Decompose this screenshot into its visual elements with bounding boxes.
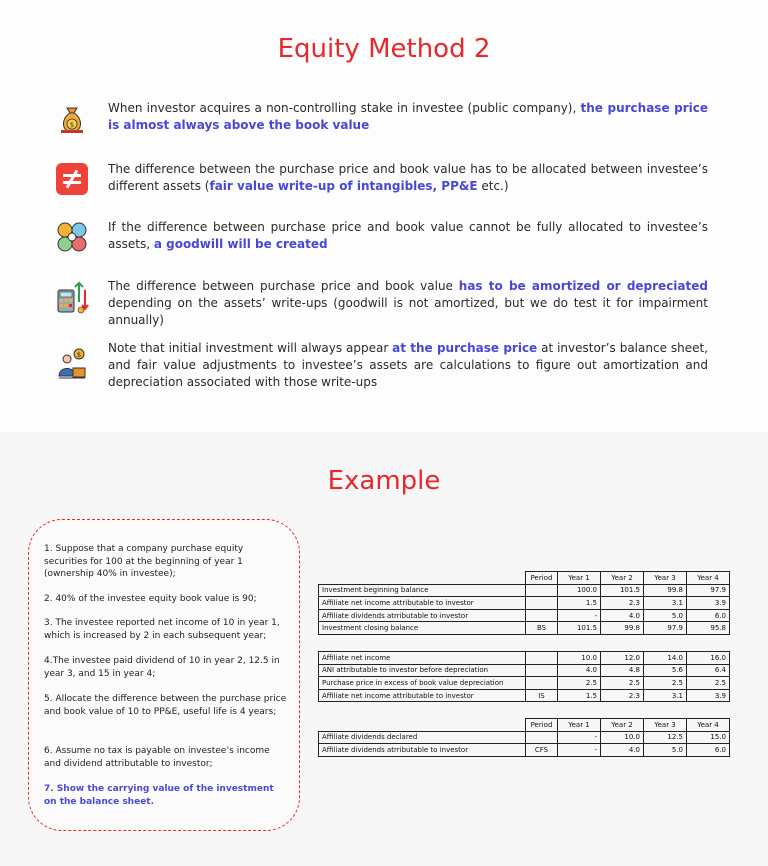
column-header: Year 2: [601, 719, 644, 732]
column-header: Period: [526, 719, 558, 732]
assumption-step: 5. Allocate the difference between the purchase price and book value of 10 to PP&E, useful life is 4 years;: [44, 694, 287, 717]
row-period: [526, 731, 558, 744]
table-row: [319, 677, 730, 690]
row-period: [526, 677, 558, 690]
cell-value: 14.0: [644, 652, 687, 665]
row-period: [526, 609, 558, 622]
point-text: When investor acquires a non-controlling stake in investee (public company),: [108, 101, 581, 115]
point-initial-investment: [108, 340, 708, 391]
cell-value: 5.0: [644, 744, 687, 757]
row-period: IS: [526, 689, 558, 702]
cell-value: 99.8: [644, 584, 687, 597]
cell-value: 2.5: [687, 677, 730, 690]
table-row: [319, 731, 730, 744]
assets-network-icon: [55, 220, 89, 254]
cell-value: 4.0: [601, 609, 644, 622]
cell-value: 101.5: [601, 584, 644, 597]
cell-value: 12.5: [644, 731, 687, 744]
table-row: [319, 609, 730, 622]
point-highlight: the purchase price is almost always above the book value: [108, 101, 709, 132]
point-text: depending on the assets’ write-ups (goodwill is not amortized, but we do test it for impairment annually): [108, 296, 708, 327]
assumption-step: 1. Suppose that a company purchase equity securities for 100 at the beginning of year 1 (ownership 40% in investee);: [44, 544, 244, 579]
row-period: CFS: [526, 744, 558, 757]
row-period: [526, 584, 558, 597]
column-header: Year 2: [601, 572, 644, 585]
cell-value: 6.4: [687, 664, 730, 677]
cell-value: 1.5: [558, 689, 601, 702]
page-title: Equity Method 2: [277, 34, 491, 64]
assumption-step-question: 7. Show the carrying value of the investment on the balance sheet.: [44, 784, 274, 807]
money-bag-icon: [55, 102, 89, 136]
svg-text:$: $: [76, 351, 82, 359]
net-income-table: [318, 651, 730, 702]
point-text: at investor’s balance sheet, and fair value adjustments to investee’s assets are calculations to figure out amortization and depreciation associated with those write-ups: [108, 341, 708, 389]
row-label: Affiliate dividends atrributable to investor: [319, 744, 526, 757]
point-text: The difference between the purchase price and book value has to be allocated between investee’s different assets (: [108, 162, 708, 193]
cell-value: 2.3: [601, 597, 644, 610]
row-label: Affiliate dividends declared: [319, 731, 526, 744]
row-label: Affiliate net income: [319, 652, 526, 665]
cell-value: -: [558, 731, 601, 744]
not-equal-icon: [55, 162, 89, 196]
cell-value: 3.9: [687, 597, 730, 610]
cell-value: 10.0: [558, 652, 601, 665]
point-highlight: has to be amortized or depreciated: [458, 279, 708, 293]
investor-growth-icon: [55, 346, 89, 380]
point-goodwill: [108, 219, 708, 253]
row-label: ANI attributable to investor before depreciation: [319, 664, 526, 677]
cell-value: 1.5: [558, 597, 601, 610]
cell-value: 99.8: [601, 622, 644, 635]
row-label: Investment closing balance: [319, 622, 526, 635]
point-text: If the difference between purchase price and book value cannot be fully allocated to investee’s assets,: [108, 220, 708, 251]
table-row: [319, 622, 730, 635]
point-highlight: fair value write-up of intangibles, PP&E: [209, 179, 478, 193]
point-highlight: a goodwill will be created: [153, 237, 328, 251]
point-allocation: [108, 161, 708, 195]
table-row: [319, 652, 730, 665]
assumption-step: 2. 40% of the investee equity book value is 90;: [44, 594, 257, 604]
assumption-step: 6. Assume no tax is payable on investee’s income and dividend attributable to investor;: [44, 746, 270, 769]
point-purchase-price: [108, 100, 708, 134]
point-text: The difference between purchase price and book value: [108, 279, 459, 293]
cell-value: 100.0: [558, 584, 601, 597]
cell-value: 10.0: [601, 731, 644, 744]
cell-value: 2.5: [644, 677, 687, 690]
point-text: Note that initial investment will always appear: [108, 341, 393, 355]
table-header-row: [319, 719, 730, 732]
cell-value: -: [558, 609, 601, 622]
table-row: [319, 744, 730, 757]
investment-balance-table: [318, 571, 730, 635]
cell-value: 4.0: [558, 664, 601, 677]
cell-value: 101.5: [558, 622, 601, 635]
cell-value: 15.0: [687, 731, 730, 744]
column-header: Year 3: [644, 572, 687, 585]
column-header: Year 4: [687, 719, 730, 732]
table-row: [319, 597, 730, 610]
point-text: etc.): [477, 179, 509, 193]
assumption-step: 3. The investee reported net income of 10 in year 1, which is increased by 2 in each subsequent year;: [44, 618, 280, 641]
cell-value: 5.6: [644, 664, 687, 677]
table-row: [319, 689, 730, 702]
cell-value: 3.1: [644, 597, 687, 610]
table-row: [319, 664, 730, 677]
cell-value: 2.5: [558, 677, 601, 690]
row-label: Purchase price in excess of book value depreciation: [319, 677, 526, 690]
row-period: BS: [526, 622, 558, 635]
row-label: Investment beginning balance: [319, 584, 526, 597]
cell-value: -: [558, 744, 601, 757]
row-label: Affiliate net income attributable to investor: [319, 689, 526, 702]
row-label: Affiliate net income attributable to investor: [319, 597, 526, 610]
calculator-arrows-icon: [55, 280, 89, 314]
point-highlight: at the purchase price: [392, 341, 538, 355]
cell-value: 4.8: [601, 664, 644, 677]
example-title: Example: [327, 466, 441, 496]
table-row: [319, 584, 730, 597]
cell-value: 6.0: [687, 609, 730, 622]
cell-value: 3.9: [687, 689, 730, 702]
point-amortization: [108, 278, 708, 329]
cell-value: 16.0: [687, 652, 730, 665]
column-header: Year 1: [558, 719, 601, 732]
cell-value: 97.9: [644, 622, 687, 635]
column-header: Year 4: [687, 572, 730, 585]
row-period: [526, 597, 558, 610]
cell-value: 12.0: [601, 652, 644, 665]
table-header-row: [319, 572, 730, 585]
row-period: [526, 664, 558, 677]
dividends-table: [318, 718, 730, 757]
cell-value: 2.5: [601, 677, 644, 690]
column-header: Year 1: [558, 572, 601, 585]
assumption-step: 4.The investee paid dividend of 10 in year 2, 12.5 in year 3, and 15 in year 4;: [44, 656, 280, 679]
cell-value: 97.9: [687, 584, 730, 597]
cell-value: 4.0: [601, 744, 644, 757]
svg-text:$: $: [69, 121, 75, 129]
column-header: Period: [526, 572, 558, 585]
cell-value: 2.3: [601, 689, 644, 702]
cell-value: 6.0: [687, 744, 730, 757]
row-period: [526, 652, 558, 665]
cell-value: 95.8: [687, 622, 730, 635]
cell-value: 5.0: [644, 609, 687, 622]
cell-value: 3.1: [644, 689, 687, 702]
column-header: Year 3: [644, 719, 687, 732]
row-label: Affiliate dividends atrributable to investor: [319, 609, 526, 622]
